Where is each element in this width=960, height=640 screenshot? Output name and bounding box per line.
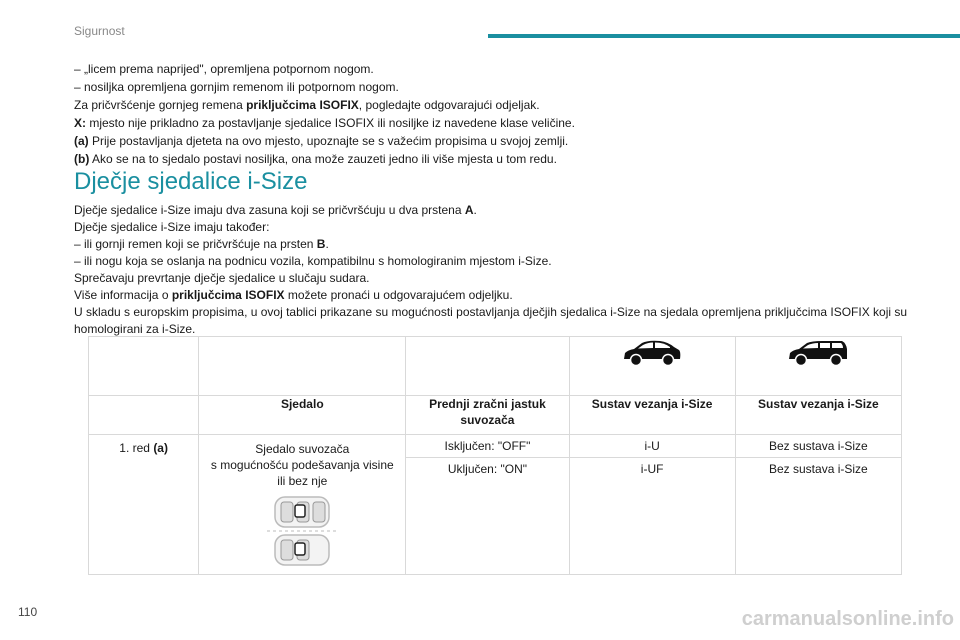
bold-text: (a) [74, 134, 89, 148]
text: Ako se na to sjedalo postavi nosiljka, ona može zauzeti jedno ili više mjesta u tom redu. [89, 152, 557, 166]
text: , pogledajte odgovarajući odjeljak. [358, 98, 540, 112]
intro-line [74, 132, 914, 150]
empty-cell [406, 337, 569, 396]
paragraph [74, 287, 914, 304]
car-cell [569, 337, 735, 396]
paragraph: Dječje sjedalice i-Size imaju također: [74, 220, 270, 234]
seat-cell [199, 435, 406, 575]
section-title: Sigurnost [74, 24, 125, 38]
paragraph: U skladu s europskim propisima, u ovoj tablici prikazane su mogućnosti postavljanja dječjih sjedalica i-Size na sjedala opremljena priključcima ISOFIX koji su homologirani za i-Size. [74, 305, 908, 336]
paragraph [74, 236, 914, 253]
table-row [89, 435, 902, 575]
intro-line [74, 150, 914, 168]
text: mjesto nije prikladno za postavljanje sjedalice ISOFIX ili nosiljke iz navedene klase veličine. [86, 116, 575, 130]
text: Dječje sjedalice i-Size imaju dva zasuna koji se pričvršćuju u dva prstena [74, 203, 465, 217]
table-header-row [89, 396, 902, 435]
empty-cell [89, 337, 199, 396]
bold-text: (b) [74, 152, 90, 166]
intro-line [74, 96, 914, 114]
intro-line: – „licem prema naprijed", opremljena potpornom nogom. [74, 62, 374, 76]
airbag-status: Isključen: "OFF" [406, 435, 568, 458]
paragraph [74, 202, 914, 219]
bold-text: A [464, 203, 474, 217]
watermark: carmanualsonline.info [741, 608, 954, 630]
seat-line: s mogućnošću podešavanja visine ili bez nje [210, 458, 394, 488]
text: . [473, 203, 477, 217]
paragraph: – ili nogu koja se oslanja na podnicu vozila, kompatibilnu s homologiranim mjestom i-Size. [74, 254, 552, 268]
section-heading: Dječje sjedalice i-Size [74, 168, 308, 195]
bold-text: B [316, 237, 326, 251]
car-seat-layout-icon [267, 495, 337, 567]
text: Za pričvršćenje gornjeg remena [74, 98, 247, 112]
bold-text: X: [74, 116, 86, 130]
column-header: Sustav vezanja i-Size [735, 396, 901, 435]
paragraph: Sprečavaju prevrtanje dječje sjedalice u slučaju sudara. [74, 271, 370, 285]
isize-table [88, 336, 902, 575]
car-cell [735, 337, 901, 396]
row-label [89, 435, 199, 575]
empty-header [89, 396, 199, 435]
isize-cell [735, 435, 901, 575]
column-header: Sjedalo [199, 396, 406, 435]
text: – ili gornji remen koji se pričvršćuje na prsten [74, 237, 317, 251]
page-number: 110 [18, 605, 38, 619]
section-text [74, 202, 914, 338]
car-icon-row [89, 337, 902, 396]
isize-value: Bez sustava i-Size [769, 462, 868, 476]
isize-value: i-U [570, 435, 735, 458]
isize-value: i-UF [640, 462, 664, 476]
airbag-status: Uključen: "ON" [447, 462, 528, 476]
text: Prije postavljanja djeteta na ovo mjesto, upoznajte se s važećim propisima u svojoj zemlji. [88, 134, 569, 148]
seat-line: Sjedalo suvozača [255, 442, 350, 456]
intro-line: – nosiljka opremljena gornjim remenom ili potpornom nogom. [74, 80, 399, 94]
estate-car-icon [786, 337, 850, 369]
intro-line [74, 114, 914, 132]
text: Više informacija o [74, 288, 172, 302]
text: 1. red [119, 441, 154, 455]
bold-text: (a) [153, 441, 168, 455]
airbag-cell [406, 435, 569, 575]
hatchback-car-icon [620, 337, 684, 369]
bold-text: priključcima ISOFIX [246, 98, 359, 112]
text: možete pronaći u odgovarajućem odjeljku. [284, 288, 513, 302]
column-header: Sustav vezanja i-Size [569, 396, 735, 435]
column-header: Prednji zračni jastuk suvozača [406, 396, 569, 435]
isize-value: Bez sustava i-Size [736, 435, 901, 458]
isize-cell [569, 435, 735, 575]
bold-text: priključcima ISOFIX [171, 288, 285, 302]
empty-cell [199, 337, 406, 396]
text: . [325, 237, 329, 251]
header-accent-bar [488, 34, 960, 38]
intro-text [74, 60, 914, 168]
